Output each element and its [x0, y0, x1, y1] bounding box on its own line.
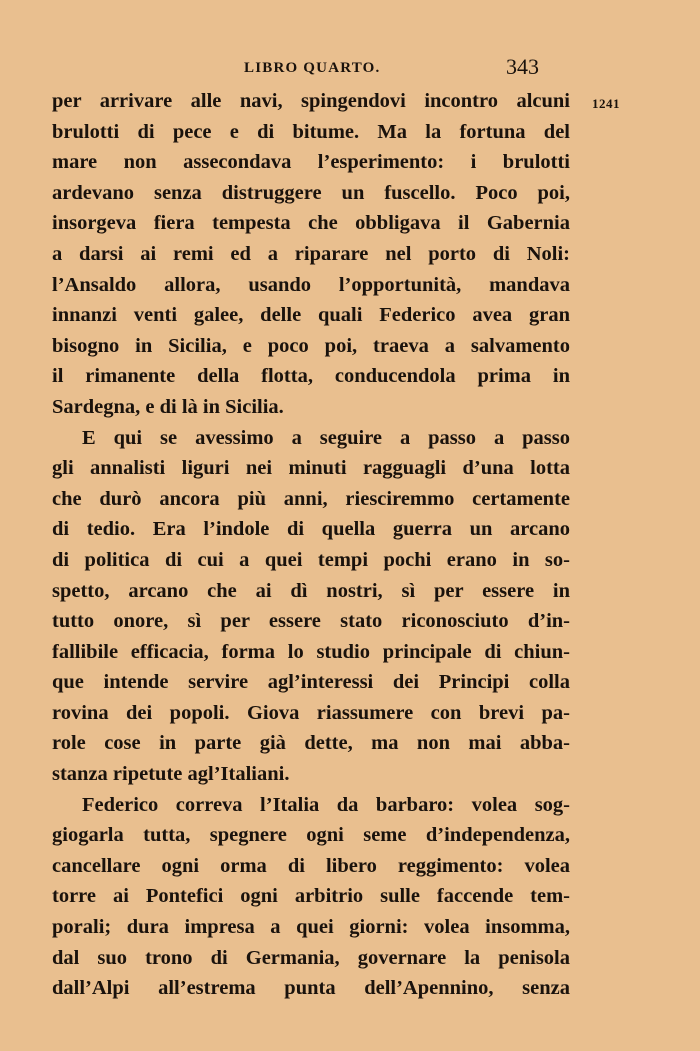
text-line: role cose in parte già dette, ma non mai abba- [52, 732, 570, 755]
text-line: che durò ancora più anni, riesciremmo certamente [52, 487, 570, 510]
paragraph-end-line: stanza ripetute agl’Italiani. [52, 763, 290, 786]
paragraph-first-line: E qui se avessimo a seguire a passo a passo [82, 426, 570, 449]
text-line: di politica di cui a quei tempi pochi erano in so- [52, 548, 570, 571]
text-line: insorgeva fiera tempesta che obbligava il Gabernia [52, 212, 570, 235]
text-line: porali; dura impresa a quei giorni: volea insomma, [52, 916, 570, 939]
margin-year-note: 1241 [592, 96, 620, 111]
text-line: torre ai Pontefici ogni arbitrio sulle faccende tem- [52, 885, 570, 908]
text-line: gli annalisti liguri nei minuti ragguagli d’una lotta [52, 457, 570, 480]
text-line: brulotti di pece e di bitume. Ma la fortuna del [52, 120, 570, 143]
text-line: que intende servire agl’interessi dei Principi colla [52, 671, 570, 694]
text-line: spetto, arcano che ai dì nostri, sì per essere in [52, 579, 570, 602]
text-line: mare non assecondava l’esperimento: i brulotti [52, 151, 570, 174]
text-line: dall’Alpi all’estrema punta dell’Apennino, senza [52, 977, 570, 1000]
text-line: il rimanente della flotta, conducendola prima in [52, 365, 570, 388]
text-line: a darsi ai remi ed a riparare nel porto di Noli: [52, 242, 570, 265]
text-line: fallibile efficacia, forma lo studio principale di chiun- [52, 640, 570, 663]
text-line: l’Ansaldo allora, usando l’opportunità, mandava [52, 273, 570, 296]
body-text [52, 86, 570, 1004]
paragraph-first-line: Federico correva l’Italia da barbaro: volea sog- [82, 793, 570, 816]
text-line: ardevano senza distruggere un fuscello. Poco poi, [52, 181, 570, 204]
text-line: bisogno in Sicilia, e poco poi, traeva a salvamento [52, 334, 570, 357]
text-line: dal suo trono di Germania, governare la penisola [52, 946, 570, 969]
text-line: per arrivare alle navi, spingendovi incontro alcuni [52, 90, 570, 112]
text-line: rovina dei popoli. Giova riassumere con brevi pa- [52, 701, 570, 724]
page-number: 343 [506, 54, 539, 79]
text-line: innanzi venti galee, delle quali Federico avea gran [52, 304, 570, 327]
running-head-title: LIBRO QUARTO. [244, 60, 381, 76]
paragraph-end-line: Sardegna, e di là in Sicilia. [52, 395, 284, 418]
text-line: di tedio. Era l’indole di quella guerra un arcano [52, 518, 570, 541]
text-line: tutto onore, sì per essere stato riconosciuto d’in- [52, 610, 570, 633]
text-line: cancellare ogni orma di libero reggimento: volea [52, 854, 570, 877]
text-line: giogarla tutta, spegnere ogni seme d’independenza, [52, 824, 570, 847]
